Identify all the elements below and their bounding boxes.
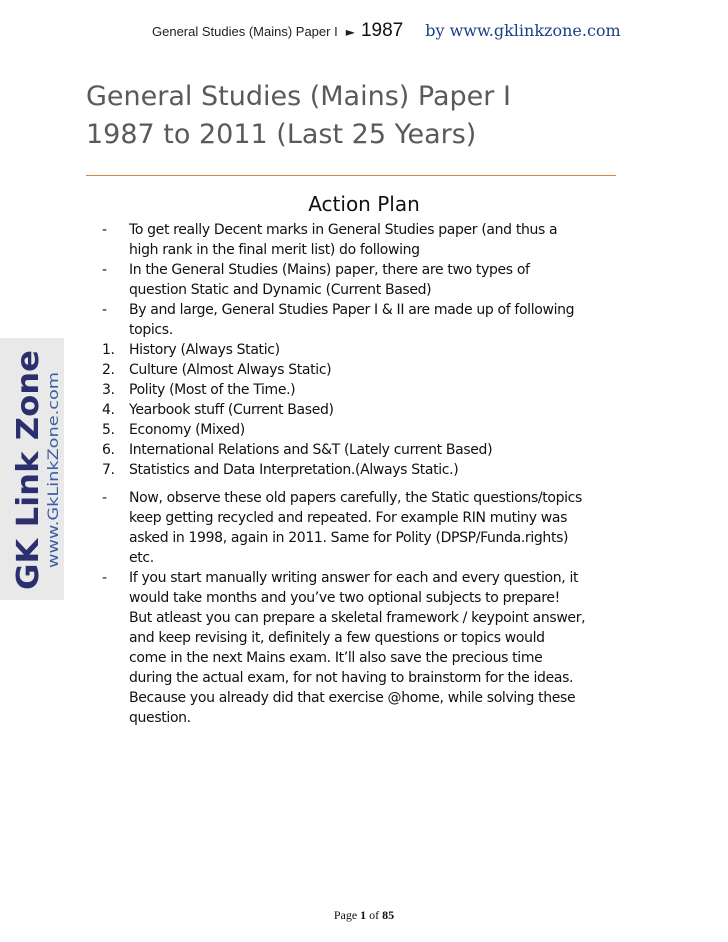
text-line: But atleast you can prepare a skeletal framework / keypoint answer, (129, 610, 586, 626)
document-body (100, 220, 645, 728)
text-line: come in the next Mains exam. It’ll also save the precious time (129, 650, 543, 666)
section-heading-text: Action Plan (308, 192, 420, 216)
text-line: etc. (129, 550, 154, 566)
logo-graphic (0, 338, 64, 600)
text-line: question. (129, 710, 191, 726)
intro-bullet-list (100, 220, 645, 340)
topic-item (100, 400, 645, 420)
list-number: 3. (102, 382, 115, 398)
list-number: 7. (102, 462, 115, 478)
topic-text: Culture (Almost Always Static) (129, 362, 332, 378)
text-line: asked in 1998, again in 2011. Same for Polity (DPSP/Funda.rights) (129, 530, 569, 546)
list-number: 4. (102, 402, 115, 418)
advice-bullet-item (100, 568, 645, 728)
text-line: would take months and you’ve two optional subjects to prepare! (129, 590, 560, 606)
text-line: By and large, General Studies Paper I & II are made up of following (129, 302, 575, 318)
list-marker: - (102, 570, 107, 586)
text-line: If you start manually writing answer for each and every question, it (129, 570, 579, 586)
title-line-1: General Studies (Mains) Paper I (86, 81, 511, 112)
footer-total-pages: 85 (382, 908, 395, 922)
footer-page-word: Page (333, 908, 358, 922)
advice-bullet-item (100, 488, 645, 568)
topic-item (100, 460, 645, 480)
logo-brand-text: GK Link Zone (11, 366, 46, 590)
topic-text: Economy (Mixed) (129, 422, 245, 438)
text-line: To get really Decent marks in General Studies paper (and thus a (129, 222, 558, 238)
running-header (152, 20, 621, 46)
intro-bullet-item (100, 220, 645, 260)
text-line: high rank in the final merit list) do following (129, 242, 420, 258)
topic-text: International Relations and S&T (Lately current Based) (129, 442, 493, 458)
footer-page-number: 1 (360, 908, 367, 922)
topic-numbered-list (100, 340, 645, 480)
list-number: 6. (102, 442, 115, 458)
list-item-text (129, 300, 645, 340)
list-marker: - (102, 490, 107, 506)
list-marker: - (102, 222, 107, 238)
topic-item (100, 340, 645, 360)
list-marker: - (102, 302, 107, 318)
page-footer (0, 908, 728, 923)
section-heading (0, 192, 728, 216)
title-line-2: 1987 to 2011 (Last 25 Years) (86, 119, 477, 150)
text-line: Now, observe these old papers carefully, the Static questions/topics (129, 490, 582, 506)
header-website-credit: by www.gklinkzone.com (425, 21, 621, 40)
intro-bullet-item (100, 260, 645, 300)
footer-of-word: of (369, 908, 380, 922)
text-line: keep getting recycled and repeated. For example RIN mutiny was (129, 510, 568, 526)
title-divider (86, 175, 616, 176)
list-spacer (100, 480, 645, 488)
text-line: and keep revising it, definitely a few questions or topics would (129, 630, 545, 646)
list-item-text (129, 260, 645, 300)
topic-item (100, 360, 645, 380)
topic-text: Polity (Most of the Time.) (129, 382, 296, 398)
text-line: question Static and Dynamic (Current Based) (129, 282, 432, 298)
header-year: 1987 (360, 20, 404, 41)
gk-link-zone-logo (0, 338, 64, 600)
topic-text: Statistics and Data Interpretation.(Always Static.) (129, 462, 459, 478)
advice-bullet-list (100, 488, 645, 728)
topic-item (100, 380, 645, 400)
text-line: during the actual exam, for not having to brainstorm for the ideas. (129, 670, 574, 686)
text-line: In the General Studies (Mains) paper, there are two types of (129, 262, 530, 278)
logo-url-text: www.GkLinkZone.com (46, 412, 62, 568)
topic-text: History (Always Static) (129, 342, 280, 358)
topic-item (100, 420, 645, 440)
intro-bullet-item (100, 300, 645, 340)
document-title (86, 78, 686, 154)
list-number: 5. (102, 422, 115, 438)
text-line: Because you already did that exercise @home, while solving these (129, 690, 576, 706)
text-line: topics. (129, 322, 173, 338)
right-triangle-icon: ► (345, 25, 355, 39)
list-marker: - (102, 262, 107, 278)
topic-text: Yearbook stuff (Current Based) (129, 402, 334, 418)
list-number: 1. (102, 342, 115, 358)
topic-item (100, 440, 645, 460)
list-item-text (129, 220, 645, 260)
list-item-text (129, 568, 645, 728)
list-number: 2. (102, 362, 115, 378)
list-item-text (129, 488, 645, 568)
header-paper-title: General Studies (Mains) Paper I (152, 24, 338, 39)
